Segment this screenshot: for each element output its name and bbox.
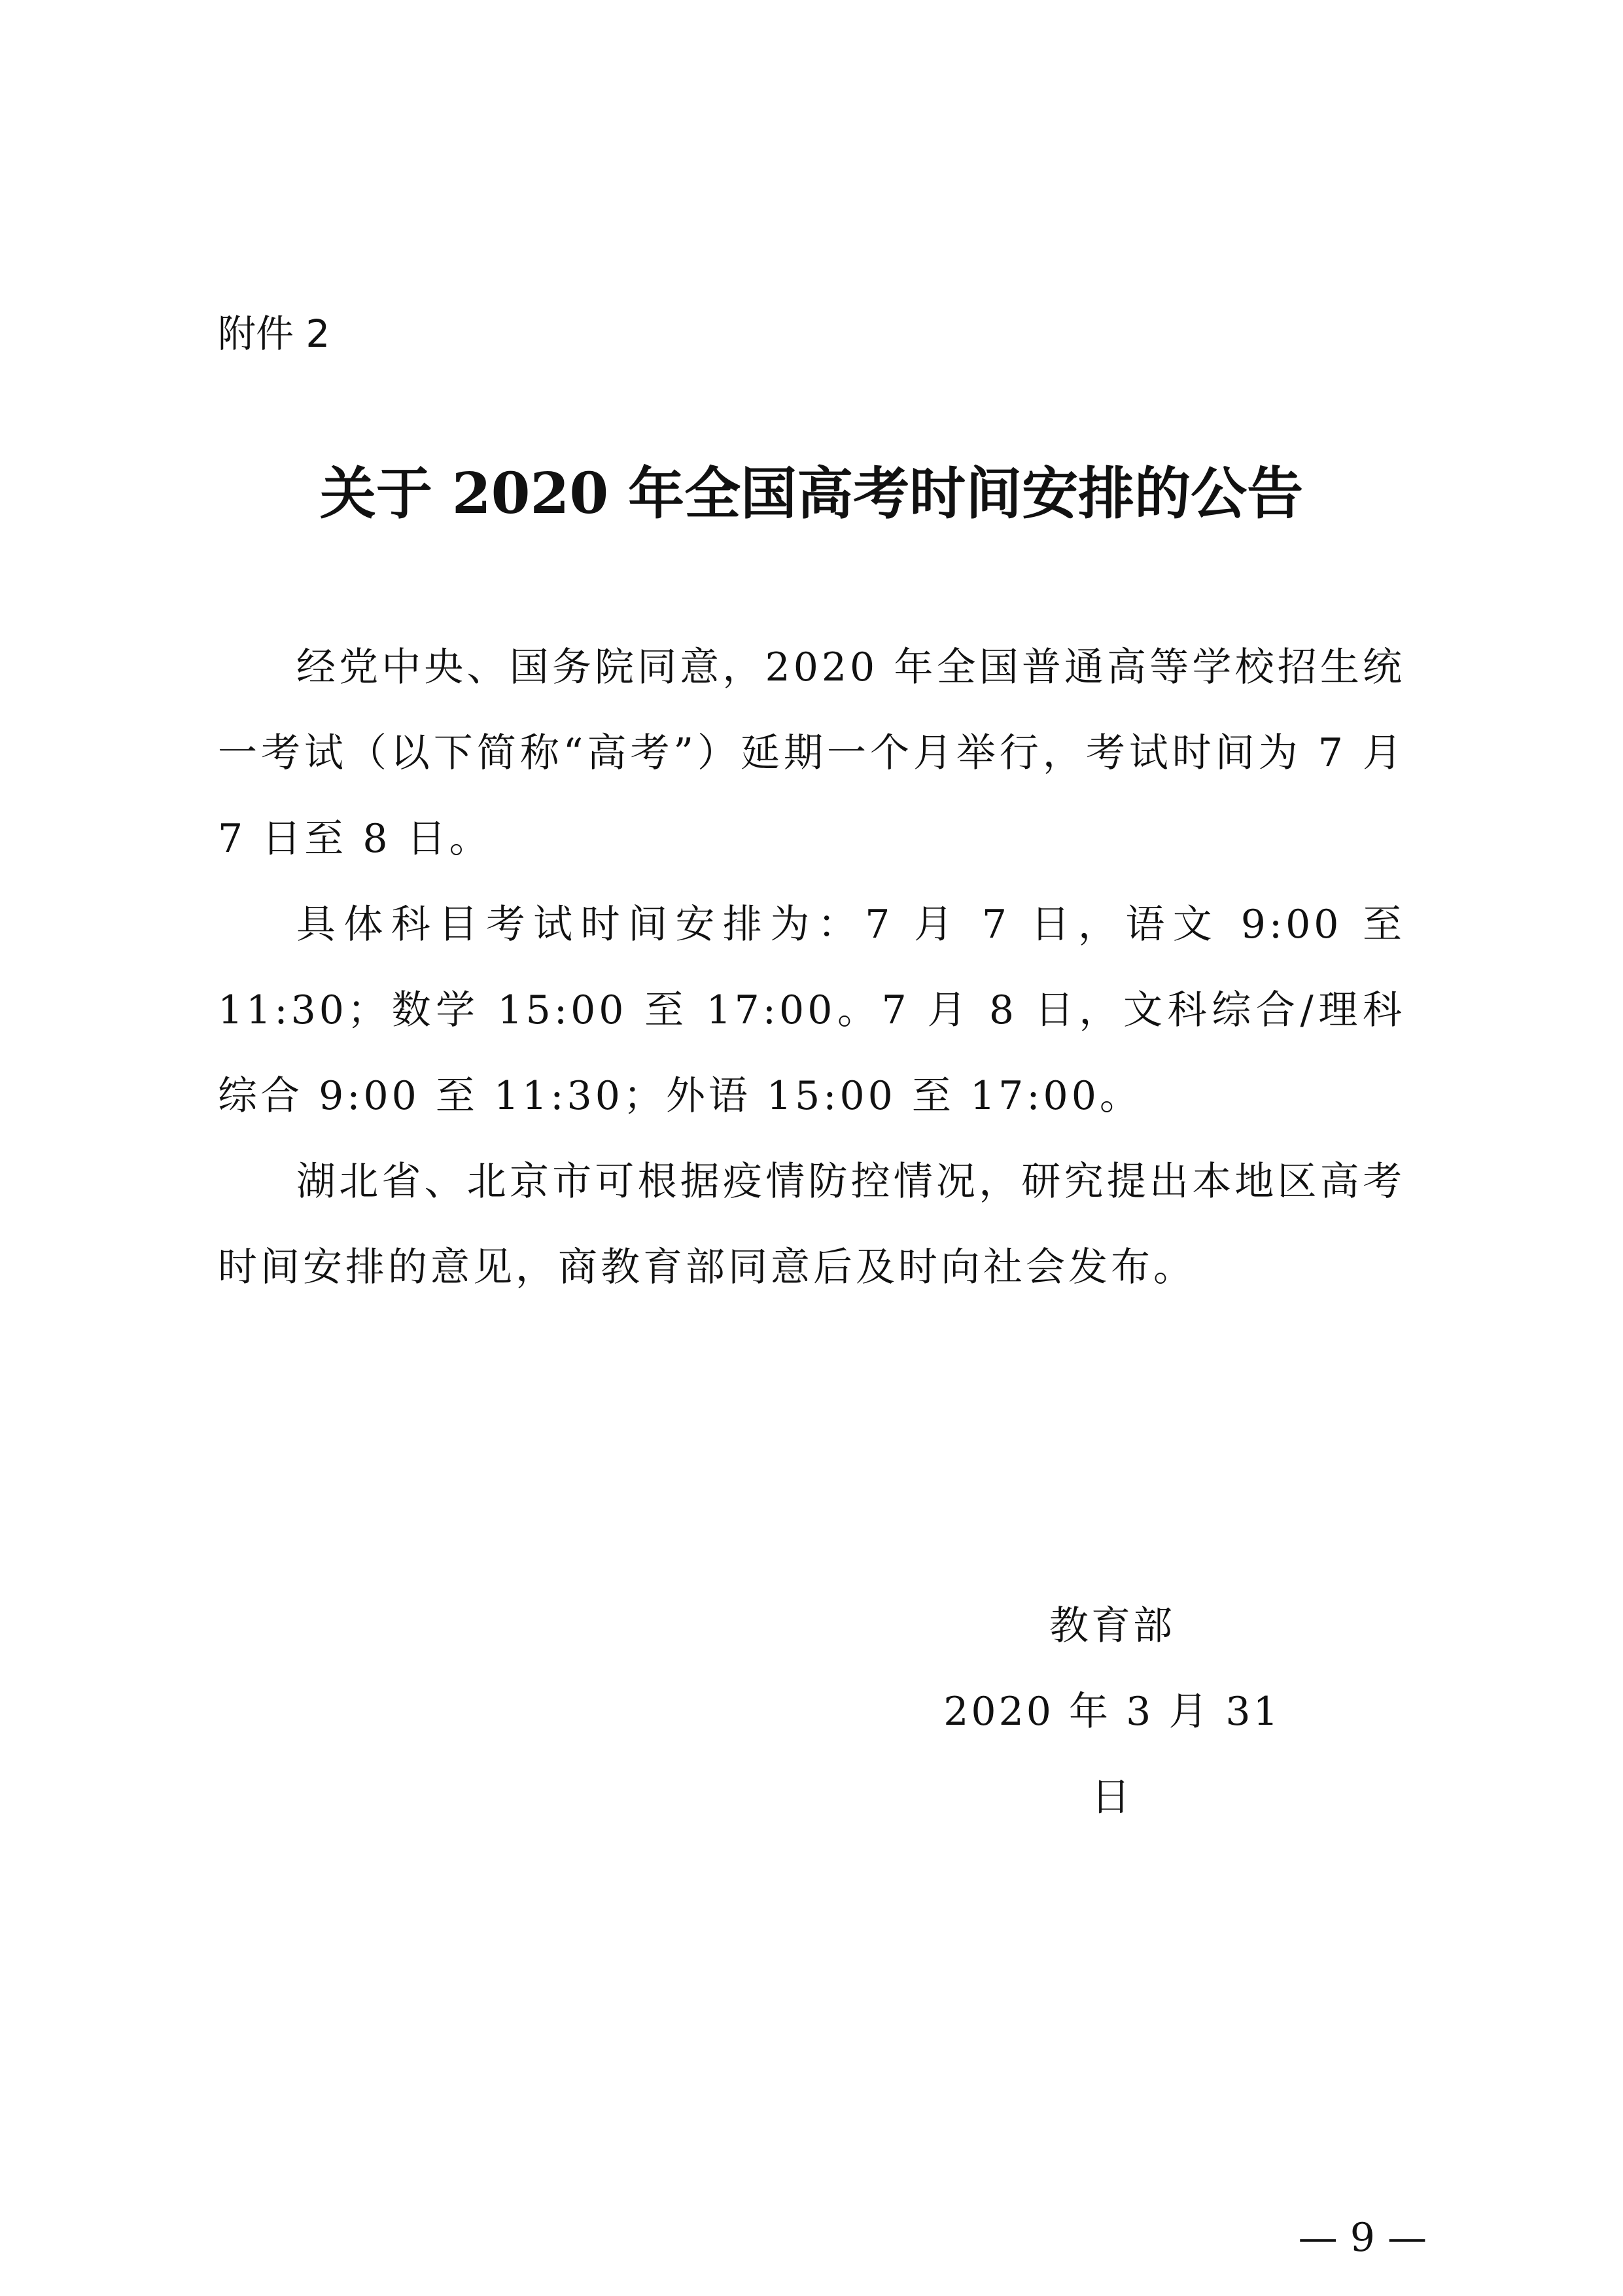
- signature-block: [916, 1583, 1308, 1841]
- attachment-label: 附件 2: [218, 311, 330, 356]
- issuer-name: 教育部: [1049, 1603, 1175, 1649]
- page-number: — 9 —: [1298, 2215, 1427, 2261]
- paragraph: 经党中央、国务院同意，2020 年全国普通高等学校招生统一考试（以下简称“高考”）延期一个月举行，考试时间为 7 月 7 日至 8 日。: [218, 645, 1405, 862]
- document-body: [218, 625, 1405, 1311]
- paragraph: 湖北省、北京市可根据疫情防控情况，研究提出本地区高考时间安排的意见，商教育部同意后及时向社会发布。: [218, 1159, 1405, 1290]
- document-title: 关于 2020 年全国高考时间安排的公告: [319, 461, 1304, 527]
- issue-date: 2020 年 3 月 31 日: [943, 1689, 1281, 1820]
- paragraph: 具体科目考试时间安排为：7 月 7 日，语文 9:00 至 11:30；数学 15:00 至 17:00。7 月 8 日，文科综合/理科综合 9:00 至 11:30；外语 15:00 至 17:00。: [218, 902, 1405, 1119]
